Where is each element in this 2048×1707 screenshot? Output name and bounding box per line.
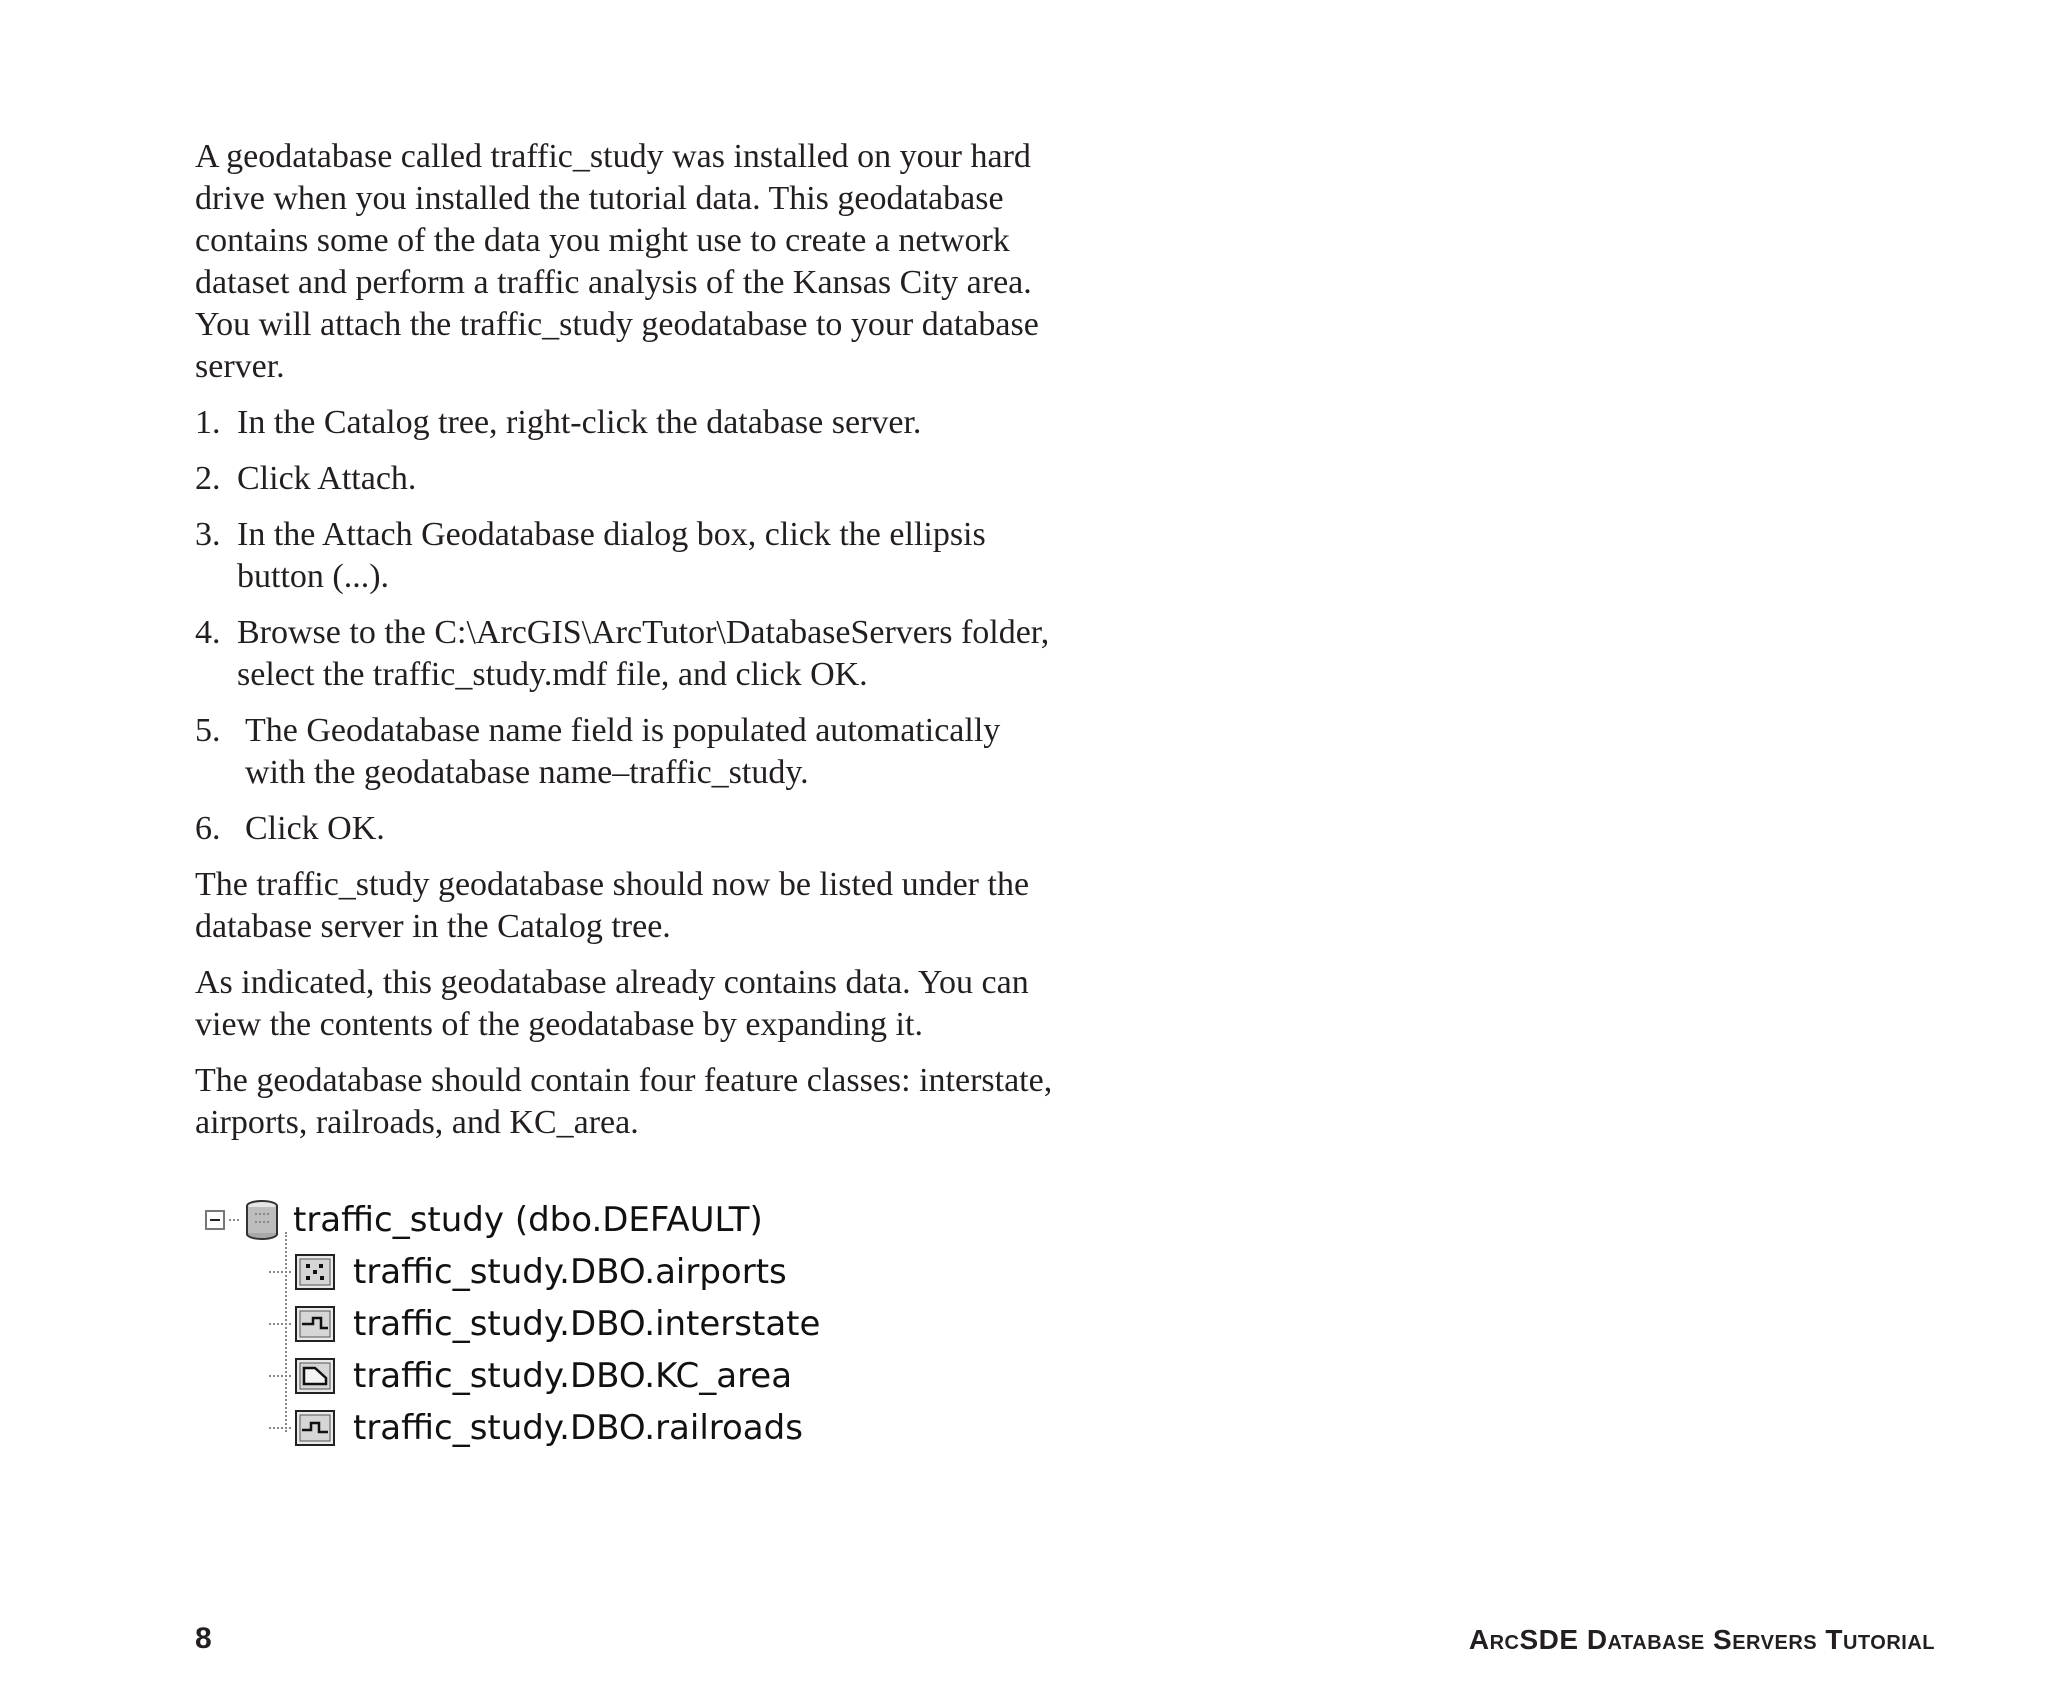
step-number: 3. [195,516,221,553]
contents-paragraph: As indicated, this geodatabase already contains data. You can view the contents of the geodatabase by expanding it. [195,964,1029,1043]
step-text: Click Attach. [237,460,417,497]
tree-connector [269,1323,291,1325]
step-number: 1. [195,404,221,441]
tree-child-label: traffic_study.DBO.KC_area [353,1356,793,1396]
tree-child-label: traffic_study.DBO.railroads [353,1408,803,1448]
step-item [195,710,1055,794]
running-footer-title: ArcSDE Database Servers Tutorial [1468,1624,1935,1655]
step-number: 5. [195,712,221,749]
tree-root-label: traffic_study (dbo.DEFAULT) [293,1200,763,1240]
step-item [195,514,1055,598]
step-item [195,458,1055,500]
tree-connector [269,1271,291,1273]
step-item [195,612,1055,696]
step-text: Browse to the C:\ArcGIS\ArcTutor\DatabaseServers folder, select the traffic_study.mdf file, and click OK. [237,614,1050,693]
step-number: 4. [195,614,221,651]
line-feature-class-icon [295,1410,335,1446]
body-text [195,136,1055,1158]
page-number: 8 [195,1622,212,1655]
tree-child-item[interactable] [265,1406,803,1450]
step-item [195,402,1055,444]
step-text: In the Attach Geodatabase dialog box, click the ellipsis button (...). [237,516,986,595]
tree-connector [269,1375,291,1377]
step-text: In the Catalog tree, right-click the database server. [237,404,922,441]
point-feature-class-icon [295,1254,335,1290]
steps-list [195,402,1055,850]
geodatabase-icon [243,1200,281,1240]
step-text: Click OK. [245,810,385,847]
step-number: 2. [195,460,221,497]
tree-connector [269,1427,291,1429]
step-number: 6. [195,810,221,847]
collapse-icon[interactable] [205,1210,225,1230]
tree-child-item[interactable] [265,1250,787,1294]
tree-child-label: traffic_study.DBO.airports [353,1252,787,1292]
catalog-tree [205,1198,905,1468]
step-text: The Geodatabase name field is populated automatically with the geodatabase name–traffic_study. [245,712,1001,791]
tree-root-item[interactable] [205,1198,763,1242]
tree-child-item[interactable] [265,1354,792,1398]
after-steps-paragraph: The traffic_study geodatabase should now be listed under the database server in the Catalog tree. [195,866,1030,945]
feature-classes-paragraph: The geodatabase should contain four feature classes: interstate, airports, railroads, and KC_area. [195,1062,1053,1141]
tree-child-item[interactable] [265,1302,820,1346]
tree-child-label: traffic_study.DBO.interstate [353,1304,821,1344]
tree-connector [229,1219,239,1221]
line-feature-class-icon [295,1306,335,1342]
polygon-feature-class-icon [295,1358,335,1394]
intro-paragraph: A geodatabase called traffic_study was installed on your hard drive when you installed the tutorial data. This geodatabase contains some of the data you might use to create a network dataset and perform a traffic analysis of the Kansas City area. You will attach the traffic_study geodatabase to your database server. [195,138,1039,385]
step-item [195,808,1055,850]
